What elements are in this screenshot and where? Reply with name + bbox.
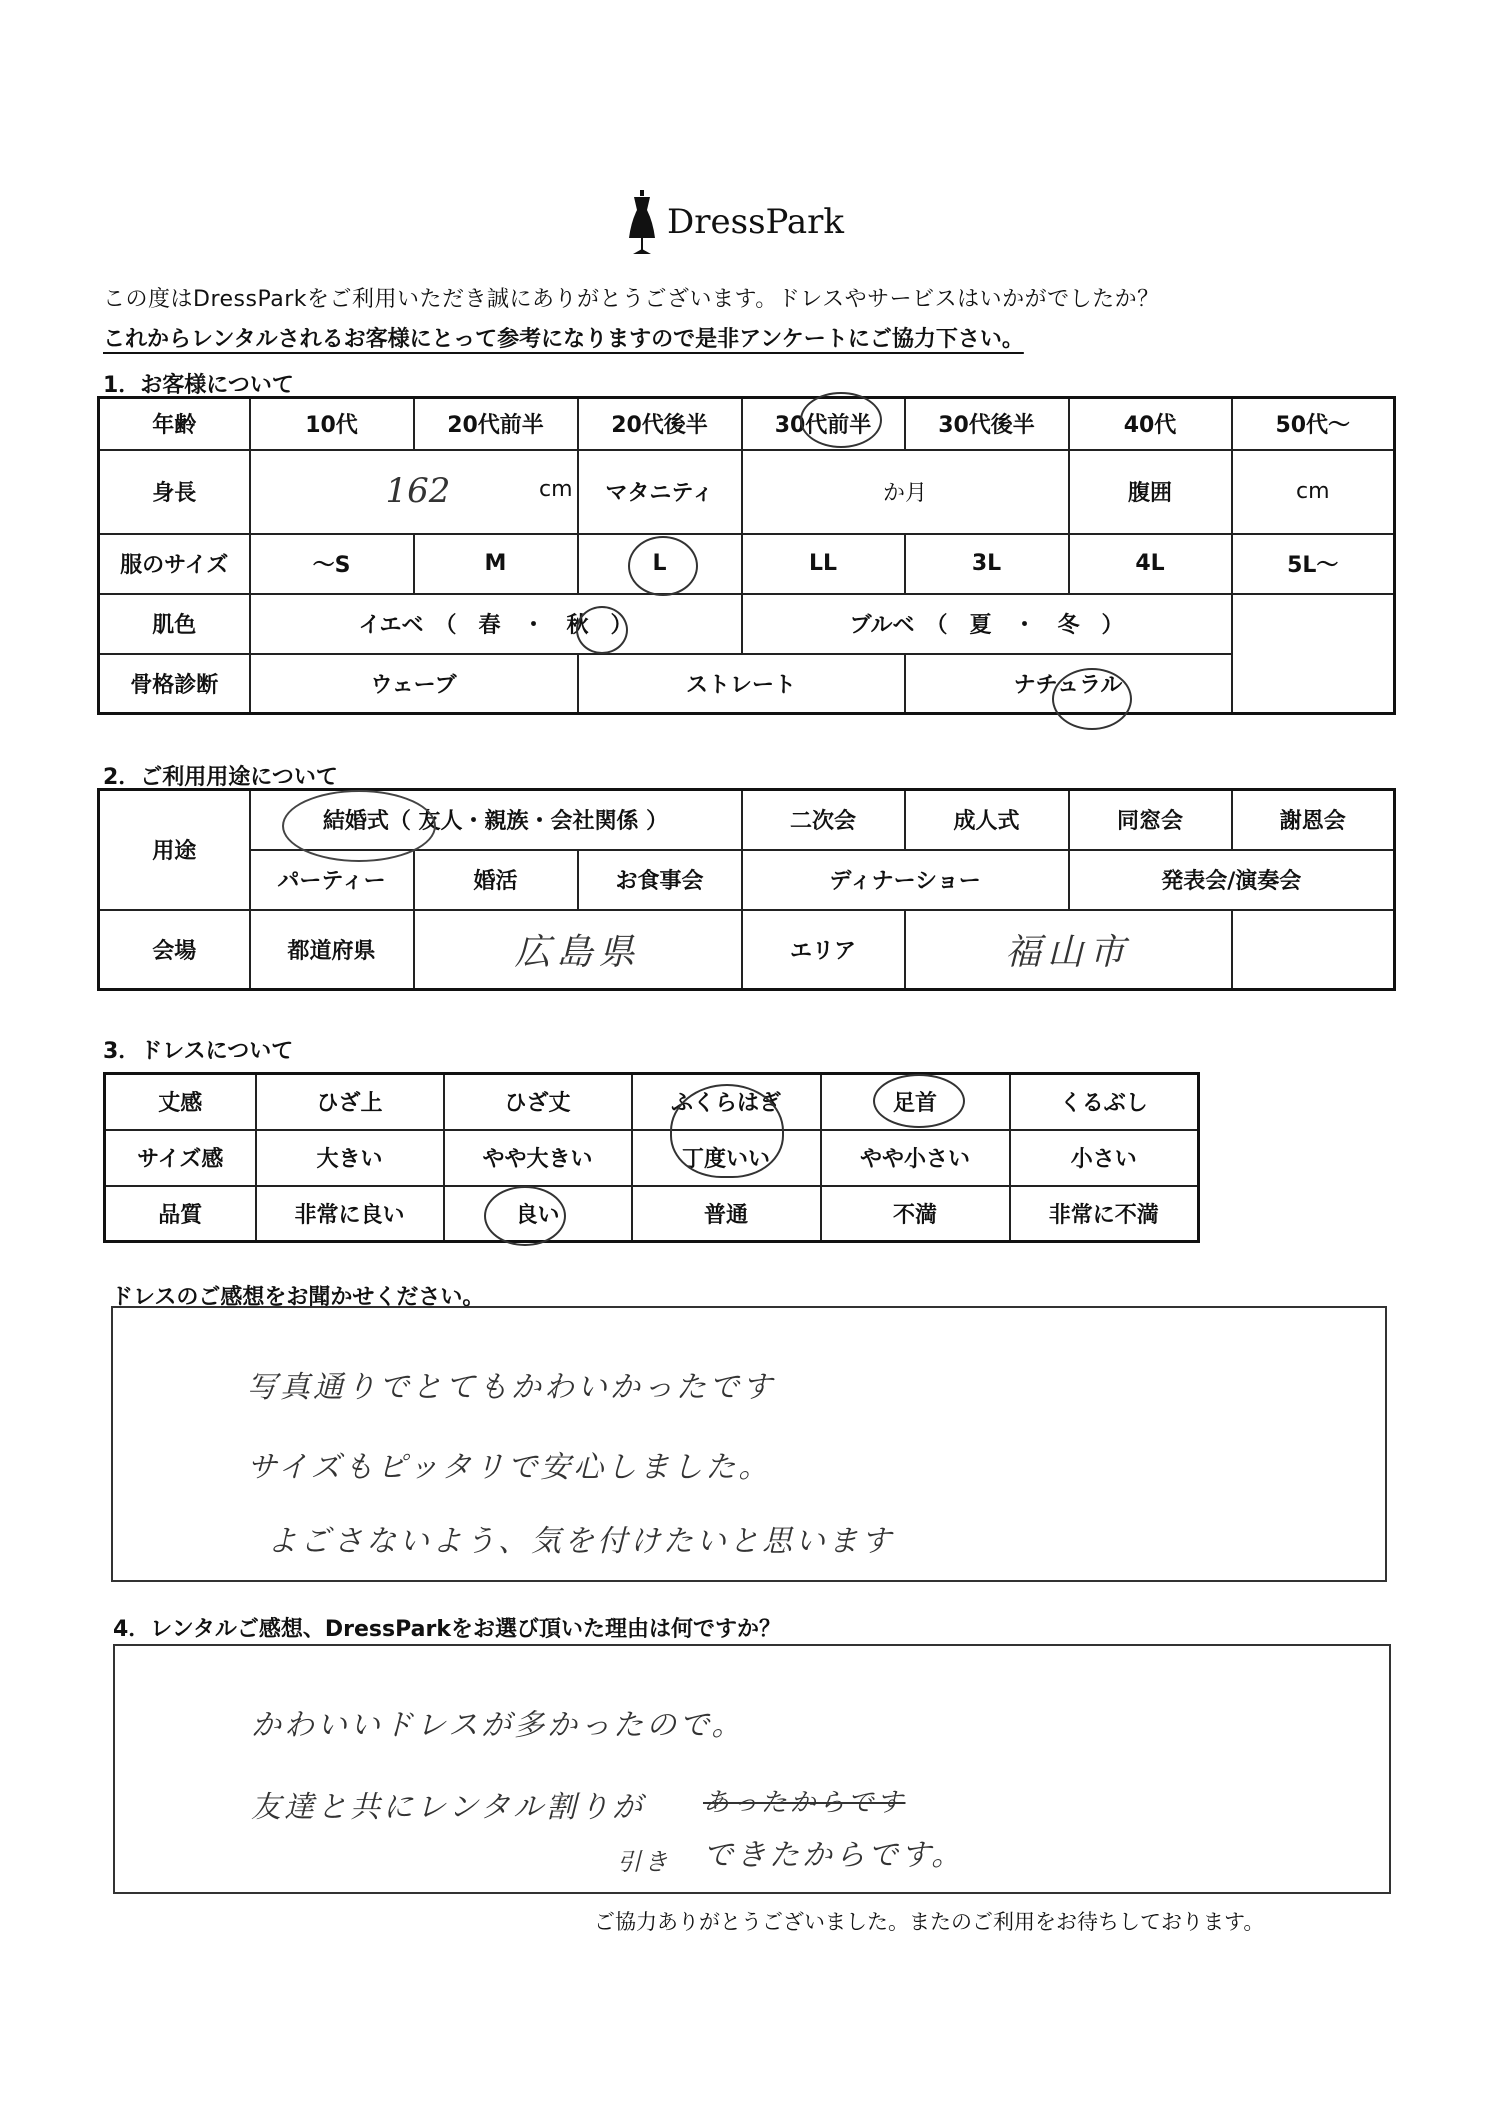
size-option[interactable]: 3L xyxy=(905,534,1069,594)
age-label: 年齢 xyxy=(99,398,250,450)
quality-option[interactable]: 非常に不満 xyxy=(1010,1186,1199,1242)
fit-option[interactable]: やや小さい xyxy=(821,1130,1010,1186)
maternity-label: マタニティ xyxy=(578,450,742,534)
intro-line: この度はDressParkをご利用いただき誠にありがとうございます。ドレスやサービスはいかがでしたか？ xyxy=(103,287,1160,312)
usage-option[interactable]: お食事会 xyxy=(578,850,742,910)
section1-title: 1．お客様について xyxy=(103,373,294,398)
usage-option[interactable]: 同窓会 xyxy=(1069,790,1232,850)
skin-row xyxy=(99,594,1395,654)
prefecture-label: 都道府県 xyxy=(250,910,414,990)
handwritten-line: できたからです。 xyxy=(703,1838,965,1873)
usage-option[interactable]: ディナーショー xyxy=(742,850,1069,910)
rental-comment-box[interactable] xyxy=(113,1644,1391,1894)
usage-option[interactable]: パーティー xyxy=(250,850,414,910)
handwritten-line: かわいいドレスが多かったので。 xyxy=(251,1708,745,1743)
selection-circle xyxy=(282,790,436,862)
usage-option[interactable]: 婚活 xyxy=(414,850,578,910)
size-label: 服のサイズ xyxy=(99,534,250,594)
height-value: 162 xyxy=(385,470,451,511)
age-row xyxy=(99,398,1395,450)
selection-circle xyxy=(628,536,698,596)
venue-row xyxy=(99,910,1395,990)
usage-option[interactable]: 発表会/演奏会 xyxy=(1069,850,1395,910)
fit-row xyxy=(105,1130,1199,1186)
venue-label: 会場 xyxy=(99,910,250,990)
age-option[interactable]: 20代後半 xyxy=(578,398,742,450)
length-option[interactable]: ひざ丈 xyxy=(444,1074,632,1130)
length-row xyxy=(105,1074,1199,1130)
size-row xyxy=(99,534,1395,594)
footer-thanks: ご協力ありがとうございました。またのご利用をお待ちしております。 xyxy=(594,1910,1265,1934)
customer-table xyxy=(97,396,1396,715)
height-unit: cm xyxy=(538,476,573,502)
fit-option[interactable]: 小さい xyxy=(1010,1130,1199,1186)
section4-title: 4．レンタルご感想、DressParkをお選び頂いた理由は何ですか？ xyxy=(113,1617,781,1642)
struck-handwritten-text: あったからです xyxy=(703,1788,906,1818)
age-option[interactable]: 20代前半 xyxy=(414,398,578,450)
length-option[interactable]: くるぶし xyxy=(1010,1074,1199,1130)
maternity-months-field[interactable]: か月 xyxy=(742,450,1069,534)
usage-option[interactable]: 成人式 xyxy=(905,790,1069,850)
usage-option[interactable]: 二次会 xyxy=(742,790,905,850)
belly-label: 腹囲 xyxy=(1069,450,1232,534)
size-option[interactable]: ～S xyxy=(250,534,414,594)
length-label: 丈感 xyxy=(105,1074,256,1130)
quality-option[interactable]: 非常に良い xyxy=(256,1186,444,1242)
logo-wordmark: DressPark xyxy=(667,202,845,242)
selection-circle xyxy=(576,606,628,654)
skeleton-option-selected[interactable]: ナチュラル xyxy=(905,654,1232,714)
quality-option[interactable]: 普通 xyxy=(632,1186,821,1242)
handwritten-line: 友達と共にレンタル割りが xyxy=(251,1790,646,1825)
selection-circle xyxy=(800,392,882,448)
size-option[interactable]: LL xyxy=(742,534,905,594)
blank-cell xyxy=(1232,654,1395,714)
usage-label: 用途 xyxy=(99,790,250,910)
dress-comment-box[interactable] xyxy=(111,1306,1387,1582)
age-option[interactable]: 30代後半 xyxy=(905,398,1069,450)
age-option[interactable]: 40代 xyxy=(1069,398,1232,450)
length-option[interactable]: ふくらはぎ xyxy=(632,1074,821,1130)
fit-option-selected[interactable]: 丁度いい xyxy=(632,1130,821,1186)
fit-option[interactable]: 大きい xyxy=(256,1130,444,1186)
dress-comment-title: ドレスのご感想をお聞かせください。 xyxy=(111,1285,485,1310)
usage-row-2 xyxy=(99,850,1395,910)
quality-option[interactable]: 不満 xyxy=(821,1186,1010,1242)
quality-label: 品質 xyxy=(105,1186,256,1242)
blank-cell xyxy=(1232,910,1395,990)
fit-label: サイズ感 xyxy=(105,1130,256,1186)
dress-table xyxy=(103,1072,1200,1243)
handwritten-line: 写真通りでとてもかわいかったです xyxy=(247,1370,775,1405)
handwritten-line: サイズもピッタリで安心しました。 xyxy=(247,1450,772,1485)
usage-option-selected[interactable]: 結婚式（ 友人・親族・会社関係 ） xyxy=(250,790,742,850)
area-label: エリア xyxy=(742,910,905,990)
belly-field[interactable]: cm xyxy=(1232,450,1395,534)
length-option[interactable]: ひざ上 xyxy=(256,1074,444,1130)
prefecture-value[interactable]: 広島県 xyxy=(414,910,742,990)
age-option[interactable]: 50代～ xyxy=(1232,398,1395,450)
age-option-selected[interactable]: 30代前半 xyxy=(742,398,905,450)
area-value[interactable]: 福山市 xyxy=(905,910,1232,990)
skin-yellow-option[interactable]: イエベ （ 春 ・ 秋 ） xyxy=(250,594,742,654)
handwritten-insertion: 引き xyxy=(617,1848,671,1876)
height-row xyxy=(99,450,1395,534)
usage-option[interactable]: 謝恩会 xyxy=(1232,790,1395,850)
size-option[interactable]: M xyxy=(414,534,578,594)
selection-circle xyxy=(1052,668,1132,730)
selection-circle xyxy=(670,1084,784,1178)
dresspark-logo xyxy=(625,188,855,258)
skeleton-row xyxy=(99,654,1395,714)
quality-row xyxy=(105,1186,1199,1242)
age-option[interactable]: 10代 xyxy=(250,398,414,450)
skeleton-label: 骨格診断 xyxy=(99,654,250,714)
skin-label: 肌色 xyxy=(99,594,250,654)
height-label: 身長 xyxy=(99,450,250,534)
skeleton-option[interactable]: ウェーブ xyxy=(250,654,578,714)
fit-option[interactable]: やや大きい xyxy=(444,1130,632,1186)
length-option-selected[interactable]: 足首 xyxy=(821,1074,1010,1130)
skin-blue-option[interactable]: ブルベ （ 夏 ・ 冬 ） xyxy=(742,594,1232,654)
quality-option-selected[interactable]: 良い xyxy=(444,1186,632,1242)
size-option-selected[interactable]: L xyxy=(578,534,742,594)
skeleton-option[interactable]: ストレート xyxy=(578,654,905,714)
selection-circle xyxy=(873,1074,965,1128)
size-option[interactable]: 5L～ xyxy=(1232,534,1395,594)
size-option[interactable]: 4L xyxy=(1069,534,1232,594)
selection-circle xyxy=(484,1186,566,1246)
intro-request: これからレンタルされるお客様にとって参考になりますので是非アンケートにご協力下さい。 xyxy=(103,327,1024,352)
height-field[interactable] xyxy=(250,450,578,534)
blank-cell xyxy=(1232,594,1395,654)
handwritten-line: よごさないよう、気を付けたいと思います xyxy=(267,1524,894,1559)
dress-form-icon xyxy=(625,188,659,258)
section2-title: 2．ご利用用途について xyxy=(103,765,338,790)
section3-title: 3．ドレスについて xyxy=(103,1039,294,1064)
